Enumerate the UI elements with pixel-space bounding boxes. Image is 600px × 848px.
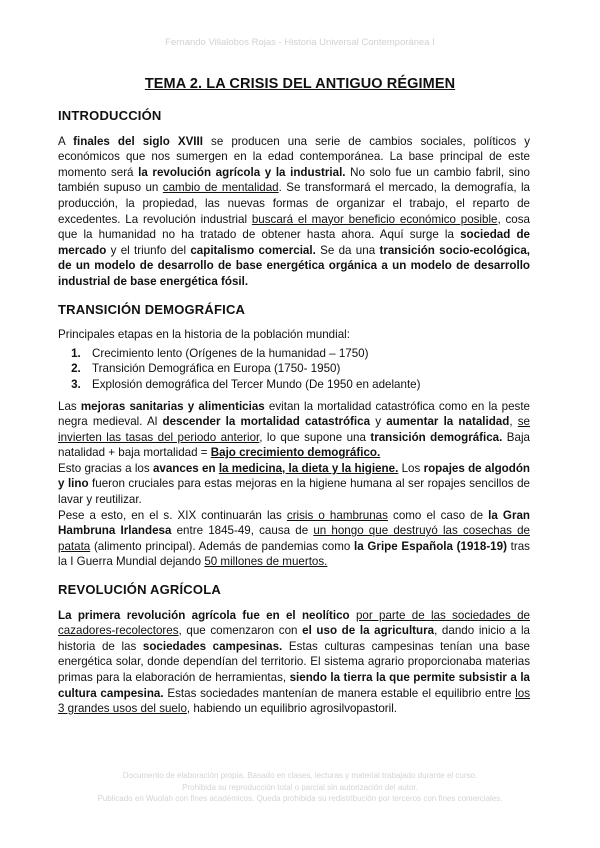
text-run: por parte de las sociedades de cazadores-recolectores	[58, 608, 530, 638]
text-run: transición demográfica.	[370, 430, 503, 444]
text-run: siendo la tierra la que permite subsistir a la cultura campesina.	[58, 671, 530, 700]
text-run: la Gripe Española (1918-19)	[354, 539, 507, 553]
text-run: los 3 grandes usos del suelo	[58, 686, 531, 716]
text-run: Esto gracias a los	[58, 461, 153, 475]
text-run: mejoras sanitarias y alimenticias	[80, 399, 265, 413]
footer-line: Documento de elaboración propia. Basado en clases, lecturas y material trabajado durante el curso.	[122, 771, 478, 780]
text-run: Los	[398, 461, 424, 475]
text-run: la revolución agrícola y la industrial.	[138, 165, 346, 179]
text-run: La primera revolución agrícola fue en el neolítico	[58, 608, 350, 622]
text-run: Baja natalidad + baja mortalidad =	[58, 430, 530, 460]
text-run: sociedades campesinas.	[142, 639, 283, 653]
stages-list	[58, 346, 530, 393]
text-run: capitalismo comercial.	[190, 243, 316, 257]
demo-paragraph-mortality	[58, 399, 530, 461]
list-item: 3. Explosión demográfica del Tercer Mundo (De 1950 en adelante)	[84, 377, 530, 393]
text-run: Las	[58, 399, 81, 413]
intro-paragraph	[58, 134, 530, 290]
text-run: entre 1845-49, causa de	[171, 524, 314, 538]
text-run: la Gran Hambruna Irlandesa	[58, 508, 530, 538]
text-run: Estas culturas campesinas tenían una base energética solar, donde dependían del territorio. El sistema agrario proporcionaba materias primas para la elaboración de herramientas,	[58, 639, 530, 684]
text-run: avances en	[152, 461, 219, 475]
text-run: (alimento principal). Además de pandemias como	[90, 539, 355, 553]
text-run: el uso de la agricultura	[302, 624, 435, 638]
footer-line: Publicado en Wuolah con fines académicos. Queda prohibida su redistribución por terceros con fines comerciales.	[97, 794, 503, 803]
text-run: fueron cruciales para estas mejoras en la higiene humana al ser ropajes sencillos de lavar y reutilizar.	[58, 477, 530, 507]
text-run: Se da una	[315, 243, 380, 257]
text-run: y	[370, 415, 387, 429]
text-run: cambio de mentalidad	[162, 181, 279, 195]
text-run: como el caso de	[387, 508, 489, 522]
list-item: 1. Crecimiento lento (Orígenes de la humanidad – 1750)	[84, 346, 530, 362]
text-run: transición socio-ecológica, de un modelo de desarrollo de base energética orgánica a un modelo de desarrollo industrial de base energética fósil.	[58, 243, 531, 288]
text-run: , dando inicio a la historia de las	[58, 624, 530, 653]
page-title: TEMA 2. LA CRISIS DEL ANTIGUO RÉGIMEN	[144, 76, 456, 92]
text-run: sociedad de mercado	[58, 228, 531, 257]
text-run: No solo fue un cambio fabril, sino también supuso un	[58, 165, 530, 195]
text-run: descender la mortalidad catastrófica	[162, 415, 371, 429]
text-run: Pese a esto, en el s. XIX continuarán las	[58, 508, 287, 522]
text-run: A	[58, 134, 74, 148]
page-header: Fernando Villalobos Rojas - Historia Universal Contemporánea I	[165, 37, 435, 48]
section-heading-revolucion-agricola: REVOLUCIÓN AGRÍCOLA	[58, 582, 221, 598]
text-run: se invierten las tasas del periodo anterior	[58, 415, 530, 444]
text-run: , lo que supone una	[259, 430, 371, 444]
document-body	[58, 108, 530, 717]
text-run: tras la I Guerra Mundial dejando	[58, 539, 530, 569]
text-run: aumentar la natalidad	[386, 415, 510, 429]
text-run: finales del siglo XVIII	[73, 134, 203, 148]
text-run: evitan la mortalidad catastrófica como en la peste negra medieval. Al	[58, 399, 531, 429]
demo-paragraph-crises	[58, 508, 530, 570]
text-run: y el triunfo del	[106, 243, 191, 257]
text-run: ropajes de algodón y lino	[58, 461, 530, 491]
page-footer	[0, 770, 600, 805]
text-run: 50 millones de muertos.	[204, 555, 328, 569]
list-item: 2. Transición Demográfica en Europa (1750- 1950)	[84, 361, 530, 377]
text-run: , cosa que la humanidad no ha tratado de obtener hasta ahora. Aquí surge la	[58, 212, 530, 242]
text-run: crisis o hambrunas	[286, 508, 388, 522]
agri-paragraph	[58, 608, 530, 717]
text-run: . Se transformará el mercado, la demografía, la producción, la propiedad, las nuevas formas de organizar el trabajo, el reparto de excedentes. La revolución industrial	[58, 181, 530, 226]
text-run: la medicina, la dieta y la higiene.	[218, 461, 399, 475]
text-run: Bajo crecimiento demográfico.	[210, 446, 381, 460]
section-heading-introduccion: INTRODUCCIÓN	[58, 108, 162, 123]
footer-line: Prohibida su reproducción total o parcial sin autorización del autor.	[182, 782, 418, 792]
section-heading-transicion-demografica: TRANSICIÓN DEMOGRÁFICA	[58, 301, 246, 317]
text-run: ,	[509, 415, 518, 429]
demo-paragraph-advances	[58, 461, 530, 508]
text-run: , que comenzaron con	[178, 624, 303, 638]
text-run: , habiendo un equilibrio agrosilvopastoril.	[186, 702, 398, 716]
text-run: se producen una serie de cambios sociales, políticos y económicos que nos sumergen en la edad contemporánea. La base principal de este momento será	[58, 134, 531, 179]
text-run: buscará el mayor beneficio económico posible	[251, 212, 498, 226]
text-run: Estas sociedades mantenían de manera estable el equilibrio entre	[163, 686, 516, 700]
demo-intro-text: Principales etapas en la historia de la población mundial:	[58, 328, 350, 342]
text-run: un hongo que destruyó las cosechas de patata	[58, 524, 531, 553]
